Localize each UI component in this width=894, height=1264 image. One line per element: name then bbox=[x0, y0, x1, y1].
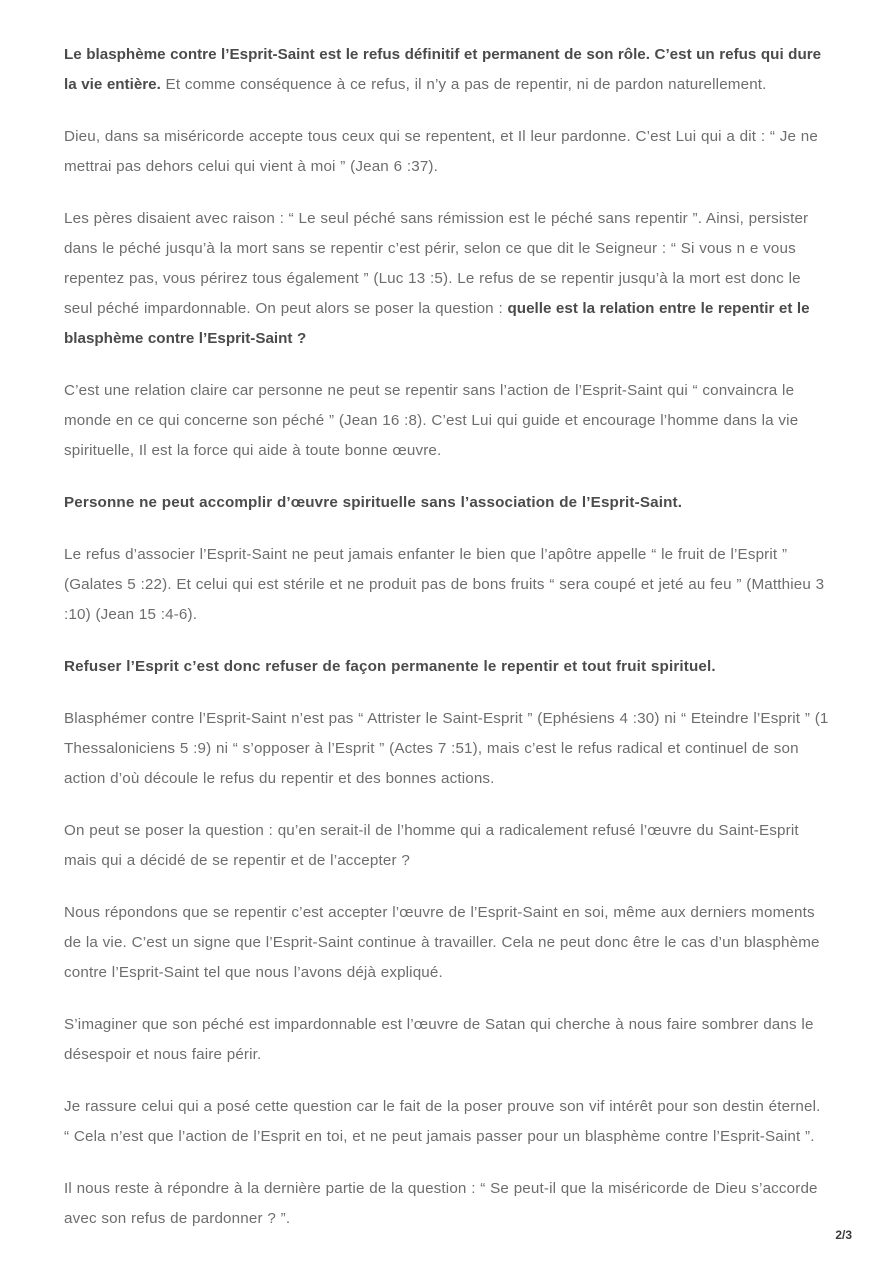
paragraph-1-regular-run: Et comme conséquence à ce refus, il n’y a pas de repentir, ni de pardon naturellement. bbox=[160, 76, 767, 93]
paragraph-6: Le refus d’associer l’Esprit-Saint ne peut jamais enfanter le bien que l’apôtre appelle “ le fruit de l’Esprit ” (Galates 5 :22). Et celui qui est stérile et ne produit pas de bons fruits “ sera coupé et jeté au feu ” (Matthieu 3 :10) (Jean 15 :4-6). bbox=[64, 546, 825, 623]
paragraph-13: Il nous reste à répondre à la dernière partie de la question : “ Se peut-il que la miséricorde de Dieu s’accorde avec son refus de pardonner ? ”. bbox=[64, 1180, 818, 1227]
paragraph-1 bbox=[64, 40, 830, 100]
paragraph-11: S’imaginer que son péché est impardonnable est l’œuvre de Satan qui cherche à nous faire sombrer dans le désespoir et nous faire périr. bbox=[64, 1016, 814, 1063]
paragraph-9: On peut se poser la question : qu’en serait-il de l’homme qui a radicalement refusé l’œuvre du Saint-Esprit mais qui a décidé de se repentir et de l’accepter ? bbox=[64, 822, 799, 869]
paragraph-7-heading: Refuser l’Esprit c’est donc refuser de façon permanente le repentir et tout fruit spirituel. bbox=[64, 658, 716, 675]
paragraph-12: Je rassure celui qui a posé cette question car le fait de la poser prouve son vif intérêt pour son destin éternel. “ Cela n’est que l’action de l’Esprit en toi, et ne peut jamais passer pour un blasphème contre l’Esprit-Saint ”. bbox=[64, 1098, 821, 1145]
paragraph-4: C’est une relation claire car personne ne peut se repentir sans l’action de l’Esprit-Saint qui “ convaincra le monde en ce qui concerne son péché ” (Jean 16 :8). C’est Lui qui guide et encourage l’homme dans la vie spirituelle, Il est la force qui aide à toute bonne œuvre. bbox=[64, 382, 799, 459]
paragraph-5-heading: Personne ne peut accomplir d’œuvre spirituelle sans l’association de l’Esprit-Saint. bbox=[64, 494, 683, 511]
document-body bbox=[64, 40, 830, 1234]
paragraph-3-bold-run: quelle est la relation entre le repentir et le blasphème contre l’Esprit-Saint ? bbox=[64, 300, 810, 347]
page-number: 2/3 bbox=[835, 1228, 852, 1242]
paragraph-10: Nous répondons que se repentir c’est accepter l’œuvre de l’Esprit-Saint en soi, même aux derniers moments de la vie. C’est un signe que l’Esprit-Saint continue à travailler. Cela ne peut donc être le cas d’un blasphème contre l’Esprit-Saint tel que nous l’avons déjà expliqué. bbox=[64, 904, 820, 981]
paragraph-3 bbox=[64, 204, 830, 354]
paragraph-8: Blasphémer contre l’Esprit-Saint n’est pas “ Attrister le Saint-Esprit ” (Ephésiens 4 :30) ni “ Eteindre l’Esprit ” (1 Thessaloniciens 5 :9) ni “ s’opposer à l’Esprit ” (Actes 7 :51), mais c’est le refus radical et continuel de son action d’où découle le refus du repentir et des bonnes actions. bbox=[64, 710, 829, 787]
paragraph-1-bold-run: Le blasphème contre l’Esprit-Saint est le refus définitif et permanent de son rôle. C’est un refus qui dure la vie entière. bbox=[64, 46, 822, 93]
paragraph-2: Dieu, dans sa miséricorde accepte tous ceux qui se repentent, et Il leur pardonne. C’est Lui qui a dit : “ Je ne mettrai pas dehors celui qui vient à moi ” (Jean 6 :37). bbox=[64, 128, 818, 175]
paragraph-3-regular-run: Les pères disaient avec raison : “ Le seul péché sans rémission est le péché sans repentir ”. Ainsi, persister dans le péché jusqu’à la mort sans se repentir c’est périr, selon ce que dit le Seigneur : “ Si vous n e vous repentez pas, vous périrez tous également ” (Luc 13 :5). Le refus de se repentir jusqu’à la mort est donc le seul péché impardonnable. On peut alors se poser la question : bbox=[64, 210, 809, 317]
